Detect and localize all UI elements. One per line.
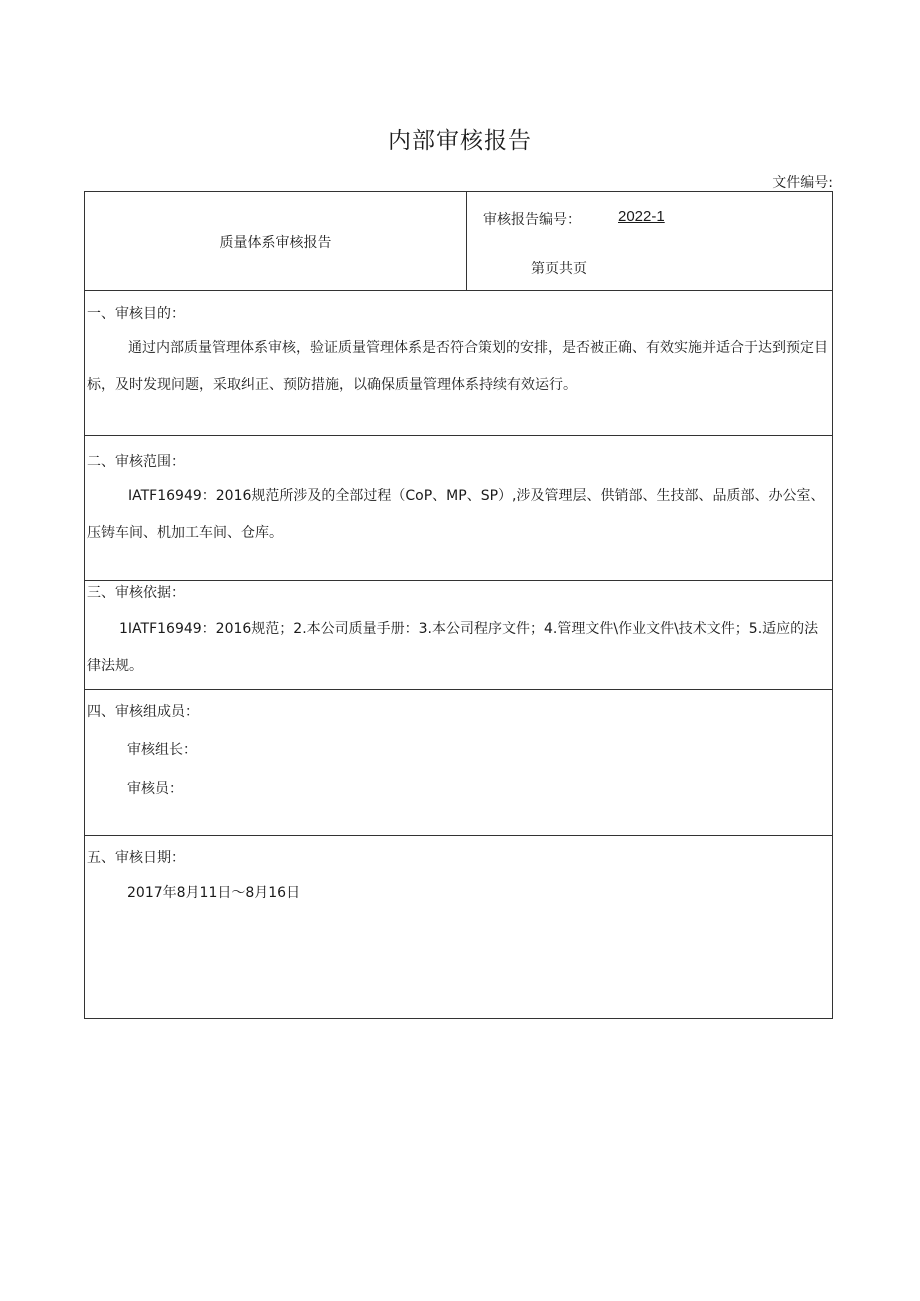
- auditor-label: 审核员：: [127, 781, 183, 797]
- basis-text: 1IATF16949：2016规范；2.本公司质量手册：3.本公司程序文件；4.管理文件\作业文件\技术文件；5.适应的法律法规。: [87, 621, 819, 674]
- scope-heading: 二、审核范围：: [87, 454, 185, 470]
- purpose-heading: 一、审核目的：: [87, 306, 185, 322]
- audit-report-table: [84, 191, 833, 1019]
- document-number-label: 文件编号:: [772, 175, 833, 191]
- basis-heading: 三、审核依据：: [87, 585, 185, 601]
- section-date: [85, 836, 832, 1018]
- page-info: 第页共页: [531, 261, 587, 277]
- section-team: [85, 690, 832, 836]
- section-scope: [85, 436, 832, 581]
- header-row: [85, 192, 832, 291]
- team-heading: 四、审核组成员：: [87, 704, 199, 720]
- report-number-value: 2022-1: [618, 208, 665, 225]
- report-meta: [467, 192, 832, 290]
- report-name: 质量体系审核报告: [85, 192, 467, 290]
- team-leader-label: 审核组长：: [127, 742, 197, 758]
- section-basis: [85, 581, 832, 690]
- audit-date: 2017年8月11日～8月16日: [127, 885, 301, 901]
- report-number-label: 审核报告编号：: [483, 212, 581, 228]
- page-title: 内部审核报告: [388, 128, 532, 154]
- section-purpose: [85, 291, 832, 436]
- date-heading: 五、审核日期：: [87, 850, 185, 866]
- purpose-text: 通过内部质量管理体系审核，验证质量管理体系是否符合策划的安排，是否被正确、有效实施并适合于达到预定目标，及时发现问题，采取纠正、预防措施，以确保质量管理体系持续有效运行。: [87, 340, 828, 393]
- scope-text: IATF16949：2016规范所涉及的全部过程（CoP、MP、SP）,涉及管理层、供销部、生技部、品质部、办公室、压铸车间、机加工车间、仓库。: [87, 488, 825, 541]
